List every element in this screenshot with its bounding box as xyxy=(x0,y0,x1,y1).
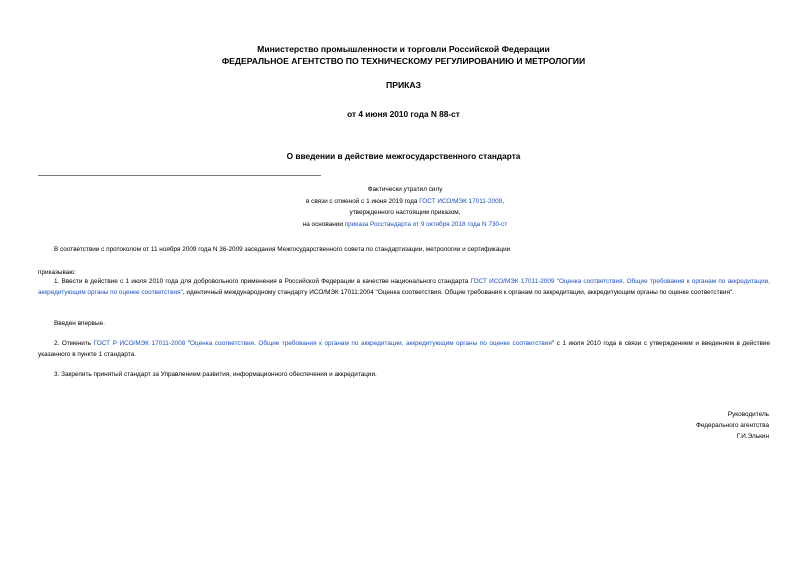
signature-block xyxy=(696,409,769,443)
status-note xyxy=(250,184,560,230)
status-note-line4 xyxy=(250,219,560,231)
item1-paragraph xyxy=(38,277,770,298)
divider-line xyxy=(38,175,321,176)
order-date-number: от 4 июня 2010 года N 88-ст xyxy=(347,109,460,119)
order-subject: О введении в действие межгосударственного стандарта xyxy=(286,151,521,161)
gost-r-17011-2008-link[interactable]: ГОСТ Р ИСО/МЭК 17011-2008 xyxy=(93,340,186,347)
document-type: ПРИКАЗ xyxy=(386,80,421,90)
status-note-line2-text: в связи с отменой с 1 июня 2019 года xyxy=(305,197,420,205)
item2-text: 2. Отменить xyxy=(54,340,94,347)
status-note-line1: Фактически утратил силу xyxy=(367,186,443,193)
item3-paragraph: 3. Закрепить принятый стандарт за Управлением развития, информационного обеспечения и аккредитации. xyxy=(54,371,377,378)
protocol-paragraph: В соответствии с протоколом от 11 ноября 2009 года N 36-2009 заседания Межгосударственного совета по стандартизации, метрологии и сертификации xyxy=(54,246,511,253)
gost-r-17011-2008-title-link[interactable]: Оценка соответствия. Общие требования к органам по аккредитации, аккредитующим органы по оценке соответствия xyxy=(190,340,552,347)
signature-name: Г.И.Элькин xyxy=(736,433,769,441)
gost-17011-2009-title-link[interactable]: ГОСТ ИСО/МЭК 17011-2009 "Оценка соответствия. Общие требования к органам по аккредитации, аккредитующим органы по оценке соответствия" xyxy=(38,278,770,296)
status-note-line4-text: на основании xyxy=(302,220,345,228)
item2-quote: " xyxy=(185,340,191,347)
signature-title-2: Федерального агентства xyxy=(695,422,769,430)
status-note-line3: утвержденного настоящим приказом, xyxy=(349,209,461,216)
status-note-line2 xyxy=(250,196,560,208)
gost-17011-2009-link[interactable]: ГОСТ ИСО/МЭК 17011-2009 xyxy=(419,197,503,205)
orders-paragraph: приказываю: xyxy=(38,269,76,276)
ministry-name: Министерство промышленности и торговли Российской Федерации xyxy=(257,44,550,54)
item1-text: 1. Ввести в действие с 1 июля 2010 года для добровольного применения в Российской Федерации в качестве национального стандарта xyxy=(54,278,471,285)
rosstandart-order-730-link[interactable]: приказа Росстандарта от 9 октября 2018 года N 730-ст xyxy=(344,220,508,228)
agency-name: ФЕДЕРАЛЬНОЕ АГЕНТСТВО ПО ТЕХНИЧЕСКОМУ РЕГУЛИРОВАНИЮ И МЕТРОЛОГИИ xyxy=(221,55,586,66)
introduced-paragraph: Введен впервые. xyxy=(54,320,105,327)
status-note-line2-comma: , xyxy=(502,197,504,205)
item2-text-tail: " с 1 июля 2010 года в связи с утверждением и введением в действие указанного в пункте 1 стандарта. xyxy=(38,340,771,358)
item1-text-tail: , идентичный международному стандарту ИСО/МЭК 17011:2004 "Оценка соответствия. Общие требования к органам по аккредитации, аккредитующим органы по оценке соответствия". xyxy=(182,288,734,296)
signature-title-1: Руководитель xyxy=(727,411,769,418)
document-header xyxy=(0,44,807,67)
item2-paragraph xyxy=(38,339,770,360)
